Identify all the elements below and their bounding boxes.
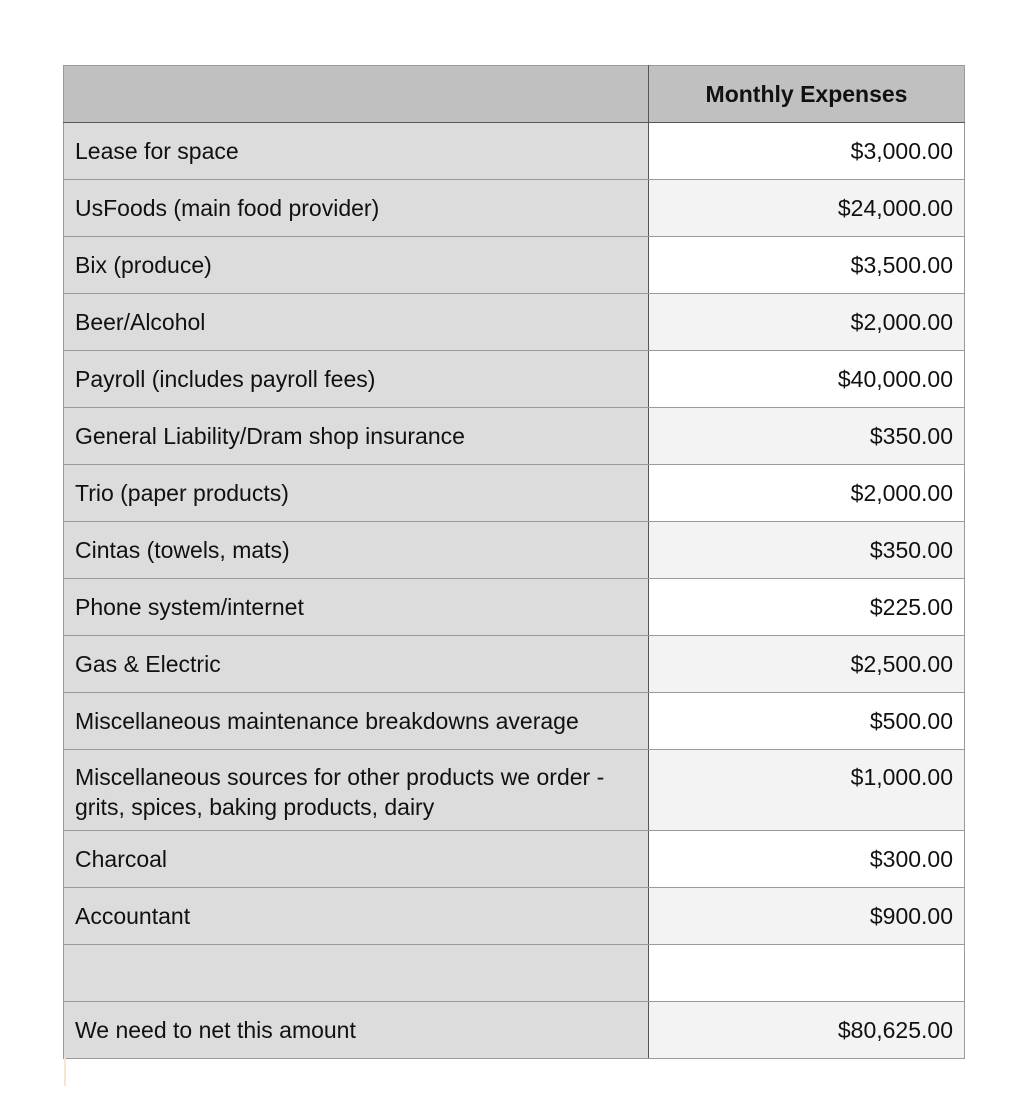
table-row — [64, 522, 965, 579]
expense-value-cell[interactable]: $350.00 — [649, 408, 965, 465]
expense-label-cell[interactable]: Lease for space — [64, 123, 649, 180]
expense-value-cell[interactable]: $1,000.00 — [649, 750, 965, 831]
expense-label-cell[interactable]: UsFoods (main food provider) — [64, 180, 649, 237]
table-row — [64, 693, 965, 750]
expense-value-cell[interactable]: $3,500.00 — [649, 237, 965, 294]
total-label-cell[interactable]: We need to net this amount — [64, 1002, 649, 1059]
table-row — [64, 888, 965, 945]
expense-label-cell[interactable]: Beer/Alcohol — [64, 294, 649, 351]
expense-value-cell[interactable]: $300.00 — [649, 831, 965, 888]
expense-label-cell[interactable]: Payroll (includes payroll fees) — [64, 351, 649, 408]
table-row — [64, 750, 965, 831]
header-monthly-expenses[interactable]: Monthly Expenses — [649, 66, 965, 123]
expense-value-cell[interactable]: $24,000.00 — [649, 180, 965, 237]
table-row — [64, 351, 965, 408]
table-row — [64, 465, 965, 522]
edge-mark — [64, 1058, 66, 1086]
expense-value-cell[interactable]: $2,000.00 — [649, 294, 965, 351]
expense-value-cell[interactable]: $225.00 — [649, 579, 965, 636]
expense-label-cell[interactable]: Accountant — [64, 888, 649, 945]
expense-value-cell[interactable]: $3,000.00 — [649, 123, 965, 180]
table-row-empty — [64, 945, 965, 1002]
table-row — [64, 123, 965, 180]
monthly-expenses-table — [63, 65, 965, 1059]
expense-label-cell[interactable]: Phone system/internet — [64, 579, 649, 636]
expense-label-cell[interactable] — [64, 945, 649, 1002]
expense-value-cell[interactable]: $900.00 — [649, 888, 965, 945]
expense-label-cell[interactable]: Trio (paper products) — [64, 465, 649, 522]
table-row — [64, 180, 965, 237]
table-row — [64, 579, 965, 636]
table-row — [64, 831, 965, 888]
expense-label-cell[interactable]: Miscellaneous maintenance breakdowns average — [64, 693, 649, 750]
table-row — [64, 294, 965, 351]
expense-value-cell[interactable]: $500.00 — [649, 693, 965, 750]
expense-label-cell[interactable]: Charcoal — [64, 831, 649, 888]
expense-label-cell[interactable]: General Liability/Dram shop insurance — [64, 408, 649, 465]
header-row — [64, 66, 965, 123]
expense-label-cell[interactable]: Gas & Electric — [64, 636, 649, 693]
expense-label-cell[interactable]: Bix (produce) — [64, 237, 649, 294]
expense-label-cell[interactable]: Miscellaneous sources for other products we order - grits, spices, baking products, dairy — [64, 750, 649, 831]
expense-value-cell[interactable] — [649, 945, 965, 1002]
expense-value-cell[interactable]: $40,000.00 — [649, 351, 965, 408]
expense-value-cell[interactable]: $2,000.00 — [649, 465, 965, 522]
table-row — [64, 636, 965, 693]
expense-label-cell[interactable]: Cintas (towels, mats) — [64, 522, 649, 579]
total-value-cell[interactable]: $80,625.00 — [649, 1002, 965, 1059]
expense-value-cell[interactable]: $2,500.00 — [649, 636, 965, 693]
header-label-cell[interactable] — [64, 66, 649, 123]
total-row — [64, 1002, 965, 1059]
expense-value-cell[interactable]: $350.00 — [649, 522, 965, 579]
table-row — [64, 408, 965, 465]
expenses-table-container — [63, 65, 964, 1059]
table-row — [64, 237, 965, 294]
